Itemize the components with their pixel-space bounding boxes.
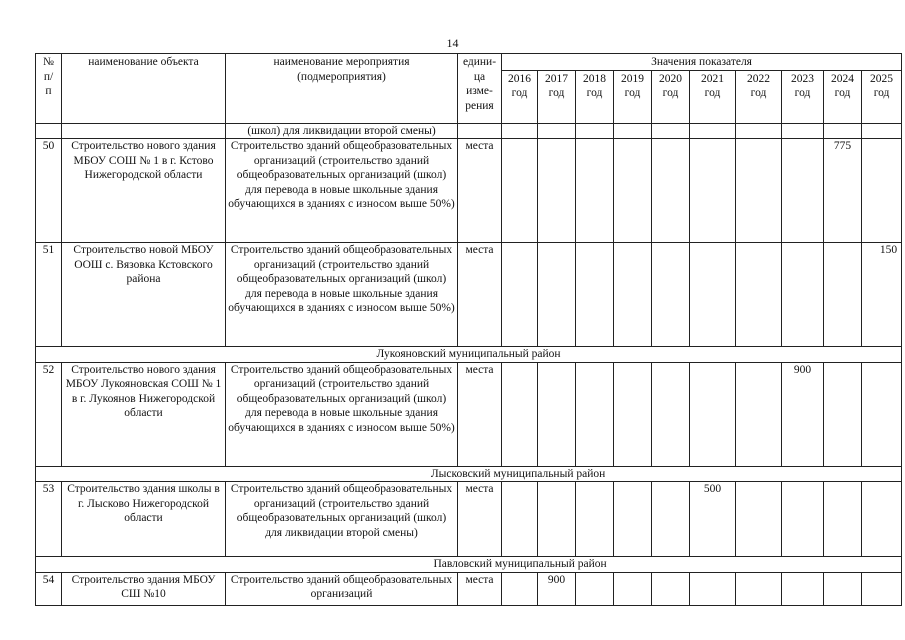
row-value [502,362,538,466]
row-num: 51 [36,243,62,347]
section-title: Лысковский муниципальный район [36,466,902,482]
row-value [782,243,824,347]
indicator-table [35,53,902,606]
row-value [690,572,736,605]
row-value [652,362,690,466]
row-value [736,362,782,466]
continuation-text: (школ) для ликвидации второй смены) [226,123,458,139]
row-value [614,362,652,466]
row-value [690,243,736,347]
row-unit: места [458,139,502,243]
header-year: 2022 год [736,70,782,123]
row-value [782,139,824,243]
row-value [824,572,862,605]
row-value [652,482,690,557]
row-value [862,482,902,557]
table-row [36,139,902,243]
section-title: Павловский муниципальный район [36,557,902,573]
table-row [36,362,902,466]
row-value [862,572,902,605]
header-num: № п/ п [36,54,62,124]
row-value [824,362,862,466]
row-value [538,139,576,243]
header-year: 2019 год [614,70,652,123]
row-object: Строительство новой МБОУ ООШ с. Вязовка Кстовского района [62,243,226,347]
header-year: 2021 год [690,70,736,123]
row-unit: места [458,572,502,605]
row-object: Строительство здания школы в г. Лысково Нижегородской области [62,482,226,557]
row-num: 50 [36,139,62,243]
header-year: 2018 год [576,70,614,123]
header-values-group: Значения показателя [502,54,902,71]
row-value [538,482,576,557]
table-row [36,572,902,605]
row-value [652,139,690,243]
row-value [538,243,576,347]
row-value [690,139,736,243]
row-event: Строительство зданий общеобразовательных организаций (строительство зданий общеобразовательных организаций (школ) для ликвидации второй смены) [226,482,458,557]
row-value [736,482,782,557]
row-value [576,572,614,605]
row-value [614,243,652,347]
header-year: 2017 год [538,70,576,123]
row-value [502,243,538,347]
header-event-name: наименование мероприятия (подмероприятия) [226,54,458,124]
row-object: Строительство нового здания МБОУ Лукояновская СОШ № 1 в г. Лукоянов Нижегородской области [62,362,226,466]
row-value: 900 [782,362,824,466]
section-row [36,557,902,573]
row-event: Строительство зданий общеобразовательных организаций (строительство зданий общеобразовательных организаций (школ) для перевода в новые школьные здания обучающихся в зданиях с износом выше 50%) [226,139,458,243]
row-value: 150 [862,243,902,347]
row-value [502,572,538,605]
row-value [736,572,782,605]
header-year: 2025 год [862,70,902,123]
row-value: 900 [538,572,576,605]
header-year: 2016 год [502,70,538,123]
row-value [782,572,824,605]
row-num: 52 [36,362,62,466]
row-event: Строительство зданий общеобразовательных организаций [226,572,458,605]
row-object: Строительство нового здания МБОУ СОШ № 1 в г. Кстово Нижегородской области [62,139,226,243]
table-row [36,243,902,347]
row-unit: места [458,482,502,557]
row-value: 775 [824,139,862,243]
page-number: 14 [446,36,459,50]
header-year: 2023 год [782,70,824,123]
row-value [576,243,614,347]
row-value [690,362,736,466]
row-value [614,482,652,557]
row-value [652,243,690,347]
row-value [736,139,782,243]
row-value [576,362,614,466]
row-value [736,243,782,347]
section-title: Лукояновский муниципальный район [36,347,902,363]
section-row [36,466,902,482]
section-row [36,347,902,363]
row-object: Строительство здания МБОУ СШ №10 [62,572,226,605]
header-object-name: наименование объекта [62,54,226,124]
row-event: Строительство зданий общеобразовательных организаций (строительство зданий общеобразовательных организаций (школ) для перевода в новые школьные здания обучающихся в зданиях с износом выше 50%) [226,362,458,466]
row-value [576,482,614,557]
row-value [502,482,538,557]
header-year: 2024 год [824,70,862,123]
row-value [824,243,862,347]
row-num: 54 [36,572,62,605]
row-value [824,482,862,557]
row-num: 53 [36,482,62,557]
row-value [862,362,902,466]
row-value [782,482,824,557]
row-value [614,139,652,243]
row-value [652,572,690,605]
row-value [502,139,538,243]
table-row [36,482,902,557]
row-value: 500 [690,482,736,557]
row-value [862,139,902,243]
row-unit: места [458,362,502,466]
row-event: Строительство зданий общеобразовательных организаций (строительство зданий общеобразовательных организаций (школ) для перевода в новые школьные здания обучающихся в зданиях с износом выше 50%) [226,243,458,347]
header-unit: едини- ца изме- рения [458,54,502,124]
row-value [538,362,576,466]
row-value [614,572,652,605]
row-unit: места [458,243,502,347]
row-value [576,139,614,243]
header-year: 2020 год [652,70,690,123]
continuation-row [36,123,902,139]
